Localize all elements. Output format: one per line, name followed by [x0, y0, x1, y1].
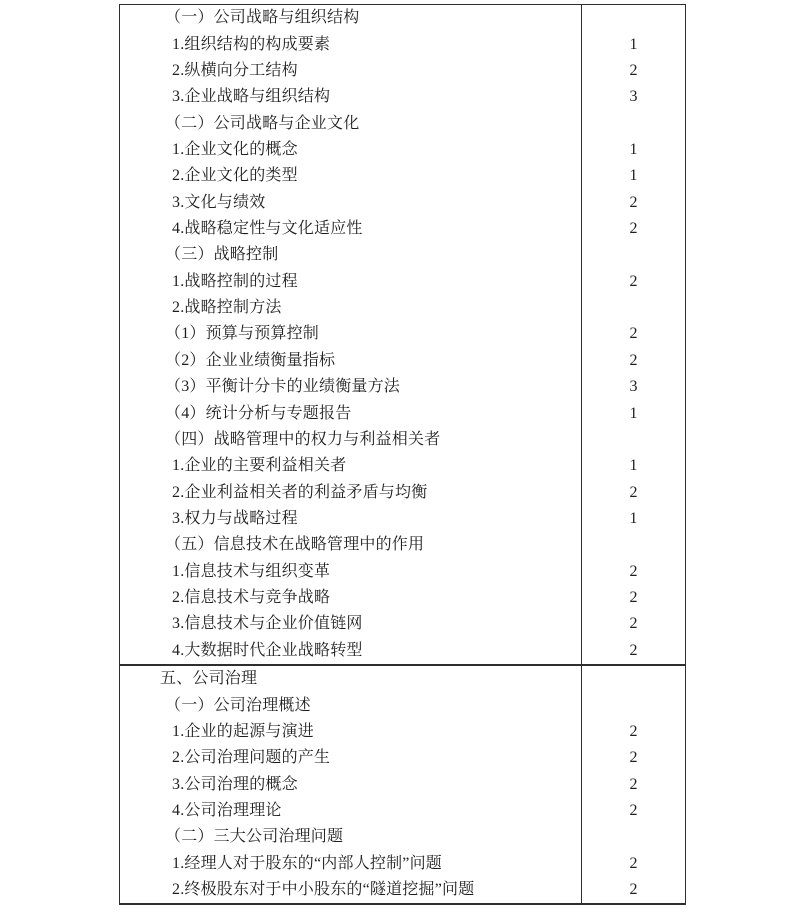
table-row [120, 585, 685, 611]
topic-cell: 1.组织结构的构成要素 [172, 35, 331, 53]
topic-cell: 3.权力与战略过程 [172, 510, 298, 527]
topic-cell: 2.公司治理问题的产生 [172, 749, 331, 767]
topic-cell: 2.企业文化的类型 [172, 167, 298, 185]
topic-cell: （3）平衡计分卡的业绩衡量方法 [165, 378, 401, 396]
table-row [120, 611, 685, 637]
topic-cell: 2.战略控制方法 [172, 299, 282, 317]
table-row [120, 532, 685, 558]
table-row [120, 851, 685, 877]
grade-cell [581, 532, 685, 558]
grade-cell: 1 [581, 506, 685, 532]
topic-cell: 1.战略控制的过程 [172, 272, 298, 290]
grade-cell [581, 295, 685, 321]
grade-cell [581, 692, 685, 718]
table-row [120, 664, 685, 692]
table-row [120, 479, 685, 505]
grade-cell: 1 [581, 137, 685, 163]
topic-cell: 3.文化与绩效 [172, 193, 266, 211]
table-row [120, 84, 685, 110]
grade-cell: 2 [581, 479, 685, 505]
topic-cell: 4.大数据时代企业战略转型 [172, 641, 363, 659]
grade-cell: 3 [581, 84, 685, 110]
table-row [120, 745, 685, 771]
grade-cell: 2 [581, 877, 685, 903]
grade-cell: 1 [581, 453, 685, 479]
table-row [120, 771, 685, 797]
topic-cell: （一）公司治理概述 [165, 696, 311, 714]
table-row [120, 31, 685, 57]
topic-cell: （三）战略控制 [165, 246, 279, 264]
grade-cell: 2 [581, 269, 685, 295]
topic-cell: 2.纵横向分工结构 [172, 61, 298, 79]
topic-cell: 1.企业文化的概念 [172, 140, 298, 158]
table-row [120, 348, 685, 374]
grade-cell: 2 [581, 348, 685, 374]
table-row [120, 798, 685, 824]
topic-cell: 五、公司治理 [160, 670, 258, 688]
table-row [120, 824, 685, 850]
table-row [120, 216, 685, 242]
topic-cell: 2.信息技术与竞争战略 [172, 589, 331, 607]
topic-cell: 1.信息技术与组织变革 [172, 562, 331, 580]
table-row [120, 506, 685, 532]
table-row [120, 374, 685, 400]
topic-cell: （二）三大公司治理问题 [165, 828, 344, 846]
table-row [120, 877, 685, 903]
topic-cell: （1）预算与预算控制 [165, 325, 320, 343]
table-row [120, 692, 685, 718]
topic-cell: （一）公司战略与组织结构 [165, 9, 360, 27]
grade-cell: 2 [581, 745, 685, 771]
topic-cell: 1.企业的主要利益相关者 [172, 457, 347, 475]
topic-cell: 3.企业战略与组织结构 [172, 88, 331, 106]
grade-cell: 2 [581, 719, 685, 745]
grade-cell: 2 [581, 559, 685, 585]
grade-cell [581, 242, 685, 268]
topic-cell: 1.企业的起源与演进 [172, 722, 315, 740]
topic-cell: （4）统计分析与专题报告 [165, 404, 352, 422]
table-row [120, 295, 685, 321]
grade-cell [581, 824, 685, 850]
topic-cell: 2.终极股东对于中小股东的“隧道挖掘”问题 [172, 881, 475, 899]
table-row [120, 242, 685, 268]
table-row [120, 453, 685, 479]
grade-cell [581, 110, 685, 136]
grade-cell: 2 [581, 216, 685, 242]
grade-cell: 1 [581, 400, 685, 426]
topic-cell: 4.战略稳定性与文化适应性 [172, 220, 363, 238]
grade-cell: 2 [581, 798, 685, 824]
grade-cell: 2 [581, 321, 685, 347]
grade-cell: 1 [581, 163, 685, 189]
grade-cell [581, 427, 685, 453]
table-row [120, 190, 685, 216]
topic-cell: （2）企业业绩衡量指标 [165, 351, 336, 369]
syllabus-table [119, 4, 686, 905]
grade-cell: 3 [581, 374, 685, 400]
table-row [120, 5, 685, 31]
grade-cell: 2 [581, 771, 685, 797]
topic-cell: 4.公司治理理论 [172, 801, 282, 819]
topic-cell: 3.信息技术与企业价值链网 [172, 615, 363, 633]
grade-cell: 2 [581, 851, 685, 877]
topic-cell: （四）战略管理中的权力与利益相关者 [165, 430, 441, 448]
table-row [120, 638, 685, 664]
table-row [120, 559, 685, 585]
table-row [120, 400, 685, 426]
topic-cell: （二）公司战略与企业文化 [165, 114, 360, 132]
table-row [120, 427, 685, 453]
topic-cell: 1.经理人对于股东的“内部人控制”问题 [172, 854, 443, 872]
grade-cell: 2 [581, 585, 685, 611]
topic-cell: （五）信息技术在战略管理中的作用 [165, 536, 425, 554]
grade-cell: 2 [581, 190, 685, 216]
topic-cell: 2.企业利益相关者的利益矛盾与均衡 [172, 483, 428, 501]
grade-cell [581, 666, 685, 692]
table-row [120, 719, 685, 745]
table-row [120, 163, 685, 189]
table-row [120, 321, 685, 347]
table-row [120, 110, 685, 136]
table-row [120, 137, 685, 163]
grade-cell: 2 [581, 638, 685, 664]
topic-cell: 3.公司治理的概念 [172, 775, 298, 793]
grade-cell: 1 [581, 31, 685, 57]
table-row [120, 58, 685, 84]
table-row [120, 269, 685, 295]
grade-cell: 2 [581, 611, 685, 637]
grade-cell [581, 5, 685, 31]
grade-cell: 2 [581, 58, 685, 84]
